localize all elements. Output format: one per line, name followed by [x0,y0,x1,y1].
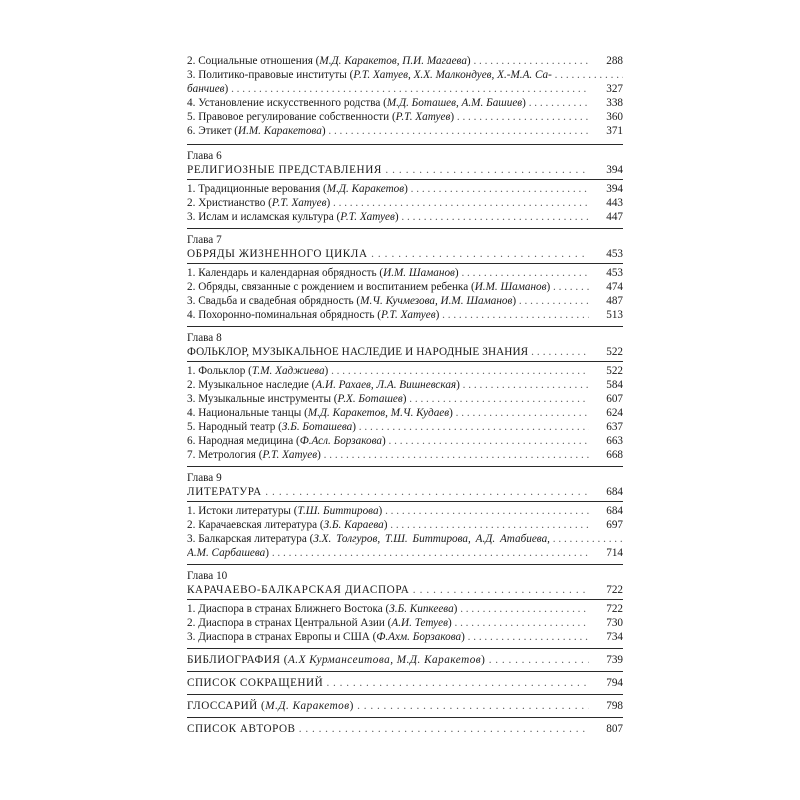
entry-author-cont: банчиев [187,83,225,95]
entry-author: М.Д. Каракетов, М.Ч. Кудаев [307,407,450,419]
entry-close: ) [383,519,388,531]
toc-entry [187,182,623,196]
entry-title: 4. Похоронно-поминальная обрядность ( [187,309,381,321]
entry-close: ) [326,197,331,209]
entry-title: 7. Метрология ( [187,449,263,461]
page-number: 794 [606,677,623,689]
toc-entry [187,504,623,518]
page-number: 739 [606,654,623,666]
entry-close: ) [449,407,453,419]
page-number: 327 [606,83,623,95]
chapter-title-row [187,163,623,177]
entry-title: 5. Народный театр ( [187,421,282,433]
entry-author: Р.Т. Хатуев [271,197,327,209]
entry-title: 2. Диаспора в странах Центральной Азии ( [187,617,392,629]
section-divider [187,228,623,229]
page-number: 522 [606,346,623,358]
toc-entry [187,434,623,448]
toc-entry [187,308,623,322]
page-number: 487 [606,295,623,307]
entry-author: М.Д. Каракетов, П.И. Магаева [319,55,467,67]
entry-author: Ф.Ахм. Борзакова [376,631,462,643]
entry-close: ) [394,211,399,223]
chapter-title: ЛИТЕРАТУРА . . . [187,485,589,499]
entry-title: 3. Музыкальные инструменты ( [187,393,338,405]
entry-close: ) [447,617,452,629]
entry-author: М.Д. Боташев, А.М. Башиев [386,97,523,109]
entry-title: 2. Музыкальное наследие ( [187,379,316,391]
entry-close: ) [224,83,229,95]
toc-entry-wrapped [187,532,623,546]
toc-entry [187,518,623,532]
entry-close: ) [522,97,526,109]
chapter-title-row [187,345,623,359]
page-number: 798 [606,700,623,712]
page-number: 474 [606,281,623,293]
toc-entry [187,406,623,420]
entry-author: З.Б. Кипкеева [389,603,454,615]
page-number: 730 [606,617,623,629]
toc-entry-abbreviations [187,676,623,690]
entry-close: ) [404,183,408,195]
toc-entry [187,110,623,124]
entry-title: 2. Карачаевская литература ( [187,519,324,531]
chapter-rule [187,361,623,362]
entry-close: ) [546,281,551,293]
entry-title: 3. Политико-правовые институты ( [187,69,354,81]
chapter-rule [187,179,623,180]
page-number: 624 [606,407,623,419]
toc-entry [187,294,623,308]
entry-close: ) [450,111,455,123]
entry-close: ) [378,505,383,517]
chapter-title: КАРАЧАЕВО-БАЛКАРСКАЯ ДИАСПОРА . . . [187,583,589,597]
entry-title: 2. Обряды, связанные с рождением и воспитанием ребенка ( [187,281,475,293]
chapter-label: Глава 6 [187,150,222,162]
section-divider [187,648,623,649]
toc-entry [187,266,623,280]
entry-title: 1. Истоки литературы ( [187,505,298,517]
entry-title: 1. Календарь и календарная обрядность ( [187,267,384,279]
entry-author-cont: А.М. Сарбашева [187,547,266,559]
entry-author: Р.Т. Хатуев [340,211,395,223]
chapter-rule [187,501,623,502]
page-number: 360 [606,111,623,123]
entry-close: ) [512,295,517,307]
toc-entry [187,630,623,644]
toc-entry [187,448,623,462]
page-number: 447 [606,211,623,223]
page-number: 443 [606,197,623,209]
entry-title: 1. Диаспора в странах Ближнего Востока ( [187,603,390,615]
section-divider [187,326,623,327]
entry-author: Р.Т. Хатуев [380,309,436,321]
toc-entry-wrapped [187,68,623,82]
entry-title: БИБЛИОГРАФИЯ ( [187,654,288,666]
toc-entry [187,616,623,630]
entry-author: Р.Т. Хатуев [262,449,318,461]
entry-author: Р.Т. Хатуев, Х.Х. Малкондуев, Х.-М.А. Са- [353,69,552,81]
page-number: 513 [606,309,623,321]
entry-title: 2. Христианство ( [187,197,272,209]
toc-entry-glossary [187,699,623,713]
entry-close: ) [321,125,326,137]
toc-entry [187,54,623,68]
page-number: 371 [606,125,623,137]
entry-title: 1. Фольклор ( [187,365,252,377]
entry-author: З.Х. Толгуров, Т.Ш. Биттирова, А.Д. Атабиева, [313,533,550,545]
toc-entry [187,280,623,294]
entry-author: М.Д. Каракетов [265,700,350,712]
toc-entry [187,124,623,138]
entry-author: А.И. Рахаев, Л.А. Вишневская [315,379,457,391]
table-of-contents [187,54,623,736]
page-number: 453 [606,267,623,279]
entry-close: ) [349,700,354,712]
page-number: 584 [606,379,623,391]
page-number: 734 [606,631,623,643]
toc-entry [187,392,623,406]
toc-entry [187,364,623,378]
entry-close: ) [466,55,471,67]
entry-title: 4. Национальные танцы ( [187,407,308,419]
toc-entry [187,96,623,110]
entry-close: ) [456,379,460,391]
page-number: 722 [606,603,623,615]
entry-title: 5. Правовое регулирование собственности ( [187,111,396,123]
entry-author: З.Б. Караева [323,519,384,531]
toc-entry-continuation [187,82,623,96]
entry-close: ) [461,631,465,643]
chapter-label: Глава 7 [187,234,222,246]
entry-close: ) [402,393,407,405]
entry-author: А.И. Тетуев [391,617,448,629]
entry-author: М.Д. Каракетов [326,183,405,195]
entry-close: ) [435,309,440,321]
entry-author: Т.Ш. Биттирова [297,505,379,517]
entry-title: СПИСОК АВТОРОВ [187,723,296,735]
chapter-title-row [187,485,623,499]
entry-author: З.Б. Боташева [281,421,353,433]
chapter-title: ОБРЯДЫ ЖИЗНЕННОГО ЦИКЛА . . . [187,247,589,261]
toc-entry [187,378,623,392]
chapter-title-row [187,247,623,261]
entry-author: И.М. Шаманов [383,267,455,279]
page-number: 394 [606,164,623,176]
chapter-rule [187,263,623,264]
page-number: 394 [606,183,623,195]
entry-title: 4. Установление искусственного родства ( [187,97,387,109]
page-number: 288 [606,55,623,67]
entry-title: СПИСОК СОКРАЩЕНИЙ [187,677,324,689]
toc-entry [187,210,623,224]
chapter-title: ФОЛЬКЛОР, МУЗЫКАЛЬНОЕ НАСЛЕДИЕ И НАРОДНЫЕ ЗНАНИЯ . . . [187,345,589,359]
entry-title: 1. Традиционные верования ( [187,183,327,195]
entry-close: ) [265,547,270,559]
page-number: 338 [606,97,623,109]
section-divider [187,671,623,672]
entry-title: ГЛОССАРИЙ ( [187,700,266,712]
entry-author: М.Ч. Кучмезова, И.М. Шаманов [360,295,513,307]
page-number: 663 [606,435,623,447]
section-divider [187,564,623,565]
entry-author: Р.Х. Боташев [337,393,403,405]
chapter-label: Глава 9 [187,472,222,484]
page-number: 684 [606,505,623,517]
section-divider [187,717,623,718]
chapter-title-row [187,583,623,597]
page-number: 453 [606,248,623,260]
section-divider [187,466,623,467]
chapter-label: Глава 10 [187,570,228,582]
entry-title: 6. Этикет ( [187,125,238,137]
toc-entry-bibliography [187,653,623,667]
page-number: 697 [606,519,623,531]
entry-author: Ф.Асл. Борзакова [299,435,382,447]
entry-close: ) [481,654,486,666]
section-divider [187,144,623,145]
entry-close: ) [453,603,458,615]
page-number: 668 [606,449,623,461]
entry-close: ) [352,421,356,433]
entry-title: 3. Балкарская литература ( [187,533,314,545]
entry-author: И.М. Шаманов [474,281,547,293]
toc-entry-authors [187,722,623,736]
page-number: 714 [606,547,623,559]
toc-entry [187,196,623,210]
entry-author: Р.Т. Хатуев [395,111,451,123]
section-divider [187,694,623,695]
entry-close: ) [454,267,459,279]
entry-close: ) [317,449,321,461]
page-number: 722 [606,584,623,596]
entry-author: А.Х Курмансеитова, М.Д. Каракетов [287,654,482,666]
chapter-title: РЕЛИГИОЗНЫЕ ПРЕДСТАВЛЕНИЯ . . . [187,163,589,177]
page-number: 637 [606,421,623,433]
page-number: 522 [606,365,623,377]
entry-title: 3. Свадьба и свадебная обрядность ( [187,295,361,307]
chapter-rule [187,599,623,600]
entry-title: 2. Социальные отношения ( [187,55,320,67]
toc-entry-continuation [187,546,623,560]
page-number: 607 [606,393,623,405]
entry-title: 3. Диаспора в странах Европы и США ( [187,631,377,643]
entry-author: И.М. Каракетова [237,125,322,137]
entry-title: 6. Народная медицина ( [187,435,300,447]
toc-entry [187,602,623,616]
page-number: 807 [606,723,623,735]
entry-close: ) [382,435,386,447]
entry-title: 3. Ислам и исламская культура ( [187,211,341,223]
entry-close: ) [324,365,329,377]
chapter-label: Глава 8 [187,332,222,344]
page-number: 684 [606,486,623,498]
entry-author: Т.М. Хаджиева [251,365,325,377]
toc-entry [187,420,623,434]
